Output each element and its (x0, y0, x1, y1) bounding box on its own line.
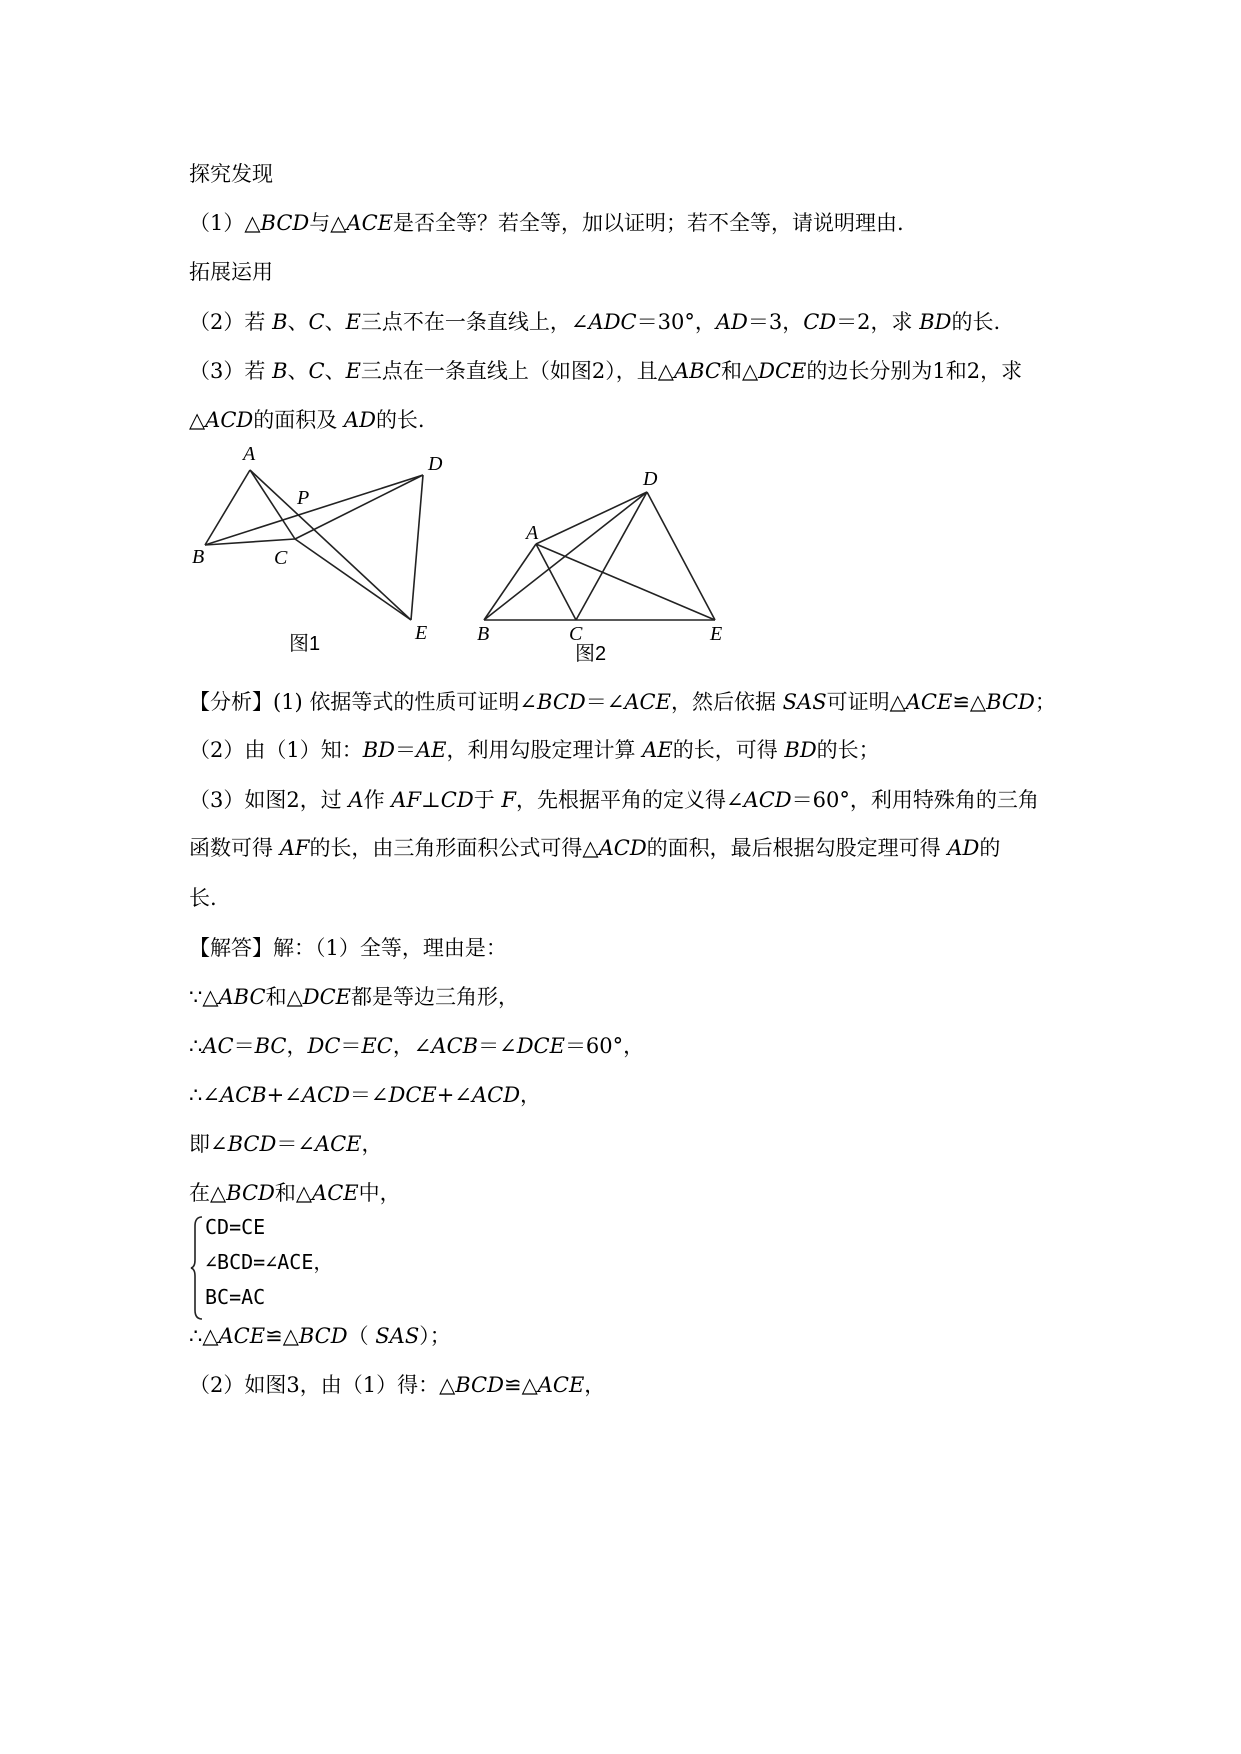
point-label-p: P (297, 487, 310, 509)
solution-text: ∴∠ (189, 1083, 220, 1107)
solution-line-8 (189, 1371, 605, 1401)
solution-line-1: 【解答】解：（1）全等，理由是： (189, 936, 507, 960)
solution-text: 即∠ (189, 1132, 228, 1156)
q3-text: 的边长分别为1和2，求 (806, 359, 1023, 383)
analysis-text: ＝ (395, 738, 417, 762)
analysis-math: BCD (537, 690, 586, 714)
solution-text: ＝60°， (564, 1034, 645, 1058)
q3-text: △ (189, 408, 206, 432)
analysis-text: 可证明△ (826, 690, 906, 714)
q3-text: 三点在一条直线上（如图2），且△ (360, 359, 674, 383)
q1-text: （1）△ (189, 211, 261, 235)
solution-text: 和△ (265, 985, 303, 1009)
segment-ab (205, 470, 250, 545)
analysis-math: AE (642, 738, 673, 762)
analysis-text: 的长； (816, 738, 880, 762)
segment-ce (295, 539, 411, 620)
analysis-line-1 (189, 688, 1056, 718)
analysis-math: ACD (743, 788, 792, 812)
solution-math: ACE (312, 1181, 359, 1205)
analysis-text: （2）由（1）知： (189, 738, 363, 762)
analysis-math: AD (947, 836, 980, 860)
solution-math: ACB (431, 1034, 479, 1058)
point-label-a: A (526, 522, 539, 544)
analysis-math: ACD (598, 836, 647, 860)
q3-text: 、 (324, 359, 346, 383)
q2-text: 、 (287, 310, 309, 334)
solution-math: ACB (219, 1083, 267, 1107)
question-1 (189, 209, 904, 239)
segment-ac (536, 544, 576, 620)
solution-math: BCD (455, 1373, 504, 1397)
solution-text: ， (286, 1034, 308, 1058)
q3-math: ABC (673, 359, 721, 383)
analysis-line-2 (189, 736, 880, 766)
solution-math: DCE (302, 985, 351, 1009)
equation-line: ∠BCD=∠ACE， (205, 1250, 334, 1274)
solution-text: +∠ (266, 1083, 302, 1107)
solution-math: BCD (298, 1324, 348, 1348)
solution-math: ACE (314, 1132, 362, 1156)
q3-math: E (345, 359, 361, 383)
segment-de (647, 492, 715, 620)
solution-line-5 (189, 1130, 383, 1160)
q3-math: AD (343, 408, 376, 432)
question-3-line-1 (189, 357, 1022, 387)
analysis-text: ⊥ (421, 788, 441, 812)
solution-text: ＝∠ (349, 1083, 389, 1107)
figure-2 (477, 465, 747, 670)
solution-math: ACE (537, 1373, 585, 1397)
solution-line-6 (189, 1179, 401, 1209)
analysis-text: ≌△ (952, 690, 987, 714)
q3-math: C (308, 359, 325, 383)
equation-line: BC=AC (205, 1285, 266, 1309)
q3-math: B (272, 359, 288, 383)
q2-text: （2）若 (189, 310, 266, 334)
solution-math: SAS (375, 1324, 420, 1348)
point-label-b: B (192, 546, 205, 568)
q2-text: ＝3， (747, 310, 804, 334)
q2-math: ADC (588, 310, 637, 334)
solution-text: 都是等边三角形， (350, 985, 519, 1009)
q2-math: CD (803, 310, 837, 334)
figure-2-caption: 图2 (575, 643, 607, 665)
solution-text: ∴ (189, 1034, 203, 1058)
solution-math: DCE (388, 1083, 437, 1107)
analysis-text: 函数可得 (189, 836, 273, 860)
solution-text: ， (361, 1132, 383, 1156)
q1-math: ACE (346, 211, 393, 235)
analysis-math: SAS (782, 690, 827, 714)
q2-math: E (345, 310, 361, 334)
section-explore: 探究发现 (189, 162, 273, 186)
analysis-math: BCD (986, 690, 1035, 714)
solution-math: DC (307, 1034, 341, 1058)
q3-text: 的长. (375, 408, 425, 432)
analysis-text: 作 (363, 788, 385, 812)
solution-text: ＝ (233, 1034, 255, 1058)
solution-math: ACE (218, 1324, 266, 1348)
q2-math: BD (919, 310, 952, 334)
analysis-math: F (501, 788, 516, 812)
analysis-line-4 (189, 834, 1000, 864)
analysis-line-3 (189, 786, 1039, 816)
solution-line-7 (189, 1322, 451, 1352)
analysis-math: CD (440, 788, 474, 812)
analysis-text: 的长，可得 (672, 738, 778, 762)
segment-cd (576, 492, 647, 620)
solution-text: ∴△ (189, 1324, 219, 1348)
analysis-text: 【分析】(1) 依据等式的性质可证明∠ (189, 690, 538, 714)
solution-math: ACD (471, 1083, 521, 1107)
solution-text: ， (520, 1083, 542, 1107)
q3-math: DCE (758, 359, 807, 383)
solution-text: ≌△ (503, 1373, 538, 1397)
analysis-math: ACE (905, 690, 953, 714)
segment-cd (295, 475, 423, 539)
question-3-line-2 (189, 406, 425, 436)
q3-text: 、 (287, 359, 309, 383)
solution-text: ＝∠ (478, 1034, 517, 1058)
segment-ae (536, 544, 715, 620)
q2-math: C (308, 310, 325, 334)
analysis-math: BD (362, 738, 396, 762)
analysis-math: AF (279, 836, 310, 860)
solution-line-4 (189, 1081, 541, 1111)
q1-text: 与△ (309, 211, 347, 235)
analysis-math: AF (391, 788, 422, 812)
point-label-c: C (569, 623, 583, 645)
equation-system (189, 1214, 449, 1328)
q2-text: ＝30°， (636, 310, 716, 334)
solution-math: BCD (227, 1132, 277, 1156)
point-label-a: A (243, 443, 256, 465)
solution-line-2 (189, 983, 519, 1013)
solution-text: ）； (419, 1324, 451, 1348)
solution-math: ABC (218, 985, 266, 1009)
solution-text: ∵△ (189, 985, 219, 1009)
analysis-text: 于 (473, 788, 495, 812)
q2-math: AD (715, 310, 748, 334)
q2-math: B (272, 310, 288, 334)
q1-text: 是否全等？若全等，加以证明；若不全等，请说明理由. (392, 211, 904, 235)
q3-text: 和△ (721, 359, 759, 383)
figure-1 (186, 440, 466, 660)
analysis-math: AE (416, 738, 447, 762)
figure-1-caption: 图1 (289, 633, 321, 655)
analysis-text: ＝60°，利用特殊角的三角 (791, 788, 1039, 812)
analysis-text: ＝∠ (585, 690, 625, 714)
solution-text: 中， (358, 1181, 401, 1205)
solution-text: （2）如图3，由（1）得：△ (189, 1373, 456, 1397)
solution-math: ACD (301, 1083, 350, 1107)
q2-text: 三点不在一条直线上，∠ (360, 310, 589, 334)
solution-text: 和△ (274, 1181, 313, 1205)
solution-line-3 (189, 1032, 644, 1062)
solution-math: AC (202, 1034, 234, 1058)
analysis-math: A (348, 788, 364, 812)
q3-text: （3）若 (189, 359, 266, 383)
q2-text: ＝2，求 (836, 310, 913, 334)
analysis-text: ，先根据平角的定义得∠ (515, 788, 744, 812)
solution-text: ＝ (340, 1034, 362, 1058)
analysis-text: ，利用勾股定理计算 (446, 738, 636, 762)
point-label-b: B (477, 623, 490, 645)
point-label-d: D (643, 468, 658, 490)
equation-line: CD=CE (205, 1215, 266, 1239)
point-label-e: E (415, 622, 428, 644)
analysis-math: ACE (624, 690, 671, 714)
solution-text: ， (584, 1373, 606, 1397)
q2-text: 、 (324, 310, 346, 334)
segment-bd (205, 475, 423, 545)
analysis-math: BD (784, 738, 817, 762)
analysis-text: ； (1034, 690, 1056, 714)
solution-text: （ (347, 1324, 369, 1348)
analysis-text: 的 (979, 836, 1001, 860)
solution-math: BCD (226, 1181, 275, 1205)
q2-text: 的长. (951, 310, 1001, 334)
solution-text: 在△ (189, 1181, 227, 1205)
analysis-line-5: 长. (189, 886, 217, 910)
solution-math: EC (361, 1034, 393, 1058)
section-extend: 拓展运用 (189, 260, 273, 284)
point-label-e: E (710, 623, 723, 645)
q1-math: BCD (260, 211, 310, 235)
point-label-c: C (274, 547, 288, 569)
point-label-d: D (428, 453, 443, 475)
solution-text: ，∠ (392, 1034, 432, 1058)
segment-de (411, 475, 423, 620)
analysis-text: ，然后依据 (670, 690, 776, 714)
question-2 (189, 308, 1000, 338)
segment-ab (484, 544, 536, 620)
solution-text: ≌△ (265, 1324, 299, 1348)
solution-math: BC (254, 1034, 287, 1058)
analysis-text: 的面积，最后根据勾股定理可得 (646, 836, 941, 860)
analysis-text: （3）如图2，过 (189, 788, 342, 812)
left-brace-icon (189, 1214, 205, 1322)
analysis-text: 的长，由三角形面积公式可得△ (309, 836, 599, 860)
solution-text: +∠ (436, 1083, 472, 1107)
solution-text: ＝∠ (276, 1132, 315, 1156)
q3-text: 的面积及 (253, 408, 338, 432)
q3-math: ACD (205, 408, 254, 432)
solution-math: DCE (516, 1034, 565, 1058)
